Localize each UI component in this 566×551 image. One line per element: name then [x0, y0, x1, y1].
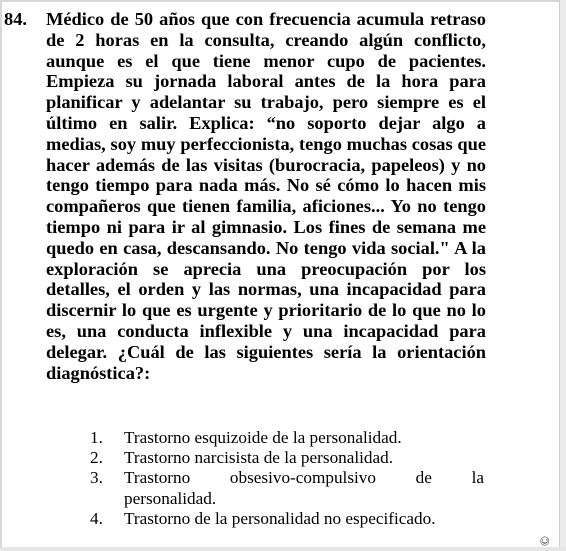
question-number: 84.	[4, 9, 27, 29]
answer-option-1[interactable]	[90, 428, 484, 448]
answer-option-4[interactable]	[90, 509, 484, 529]
option-number: 3.	[90, 468, 103, 488]
option-text: Trastorno narcisista de la personalidad.	[124, 448, 394, 468]
question-text: Médico de 50 años que con frecuencia acumula retraso de 2 horas en la consulta, creando algún conflicto, aunque es el que tiene menor cupo de pacientes. Empieza su jornada laboral antes de la hora para planificar y adelantar su trabajo, pero siempre es el último en salir. Explica: “no soporto dejar algo a medias, soy muy perfeccionista, tengo muchas cosas que hacer además de las visitas (burocracia, papeleos) y no tengo tiempo para nada más. No sé cómo lo hacen mis compañeros que tienen familia, aficiones... Yo no tengo tiempo ni para ir al gimnasio. Los fines de semana me quedo en casa, descansando. No tengo vida social." A la exploración se aprecia una preocupación por los detalles, el orden y las normas, una incapacidad para discernir lo que es urgente y prioritario de lo que no lo es, una conducta inflexible y una incapacidad para delegar. ¿Cuál de las siguientes sería la orientación diagnóstica?:	[46, 9, 486, 383]
answer-option-2[interactable]	[90, 448, 484, 468]
option-text-line-2: personalidad.	[124, 488, 217, 508]
option-text-line-1: Trastorno obsesivo-compulsivo de la	[124, 468, 484, 488]
option-text: Trastorno de la personalidad no especificado.	[124, 508, 436, 528]
answer-options	[90, 428, 484, 529]
corner-mark: ©	[537, 536, 553, 546]
option-number: 1.	[90, 428, 103, 447]
option-number: 4.	[90, 508, 103, 528]
answer-option-3[interactable]	[90, 468, 484, 508]
option-number: 2.	[90, 448, 103, 468]
page-bottom-edge	[0, 547, 566, 551]
question-block	[46, 9, 486, 383]
page-left-edge	[0, 0, 2, 551]
page-right-edge	[559, 0, 566, 551]
option-text: Trastorno esquizoide de la personalidad.	[124, 428, 402, 447]
page-top-edge	[0, 0, 566, 2]
